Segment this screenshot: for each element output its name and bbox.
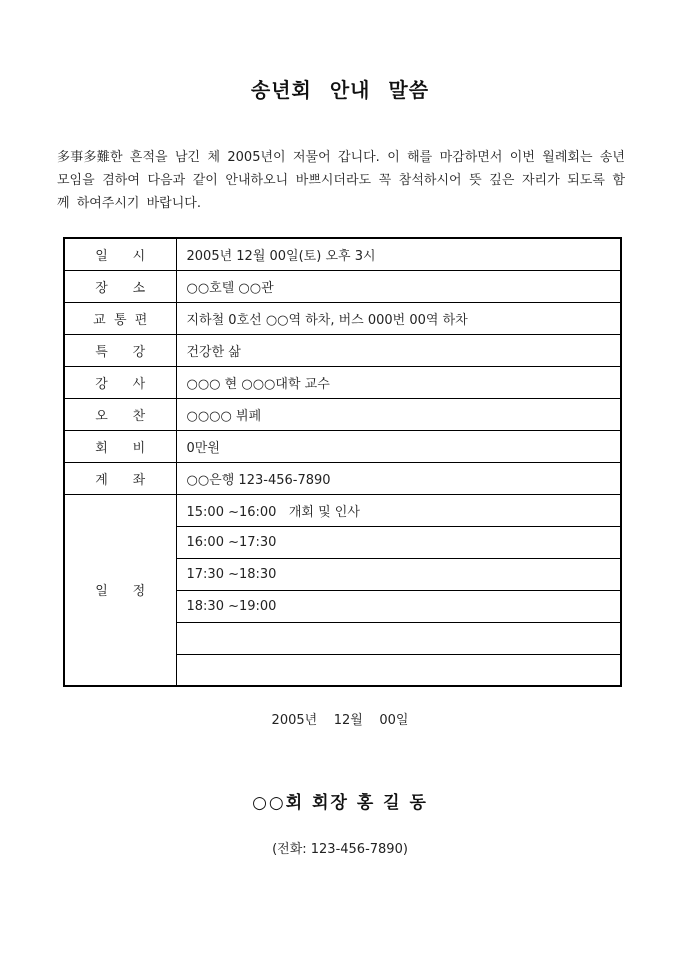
schedule-row [64, 494, 621, 526]
row-label: 일 시 [64, 238, 176, 270]
row-label: 장 소 [64, 270, 176, 302]
table-row [64, 334, 621, 366]
table-row [64, 462, 621, 494]
table-row [64, 398, 621, 430]
table-row [64, 238, 621, 270]
row-value: ○○호텔 ○○관 [176, 270, 621, 302]
row-label: 계 좌 [64, 462, 176, 494]
schedule-item: 17:30 ~18:30 [176, 558, 621, 590]
row-value: ○○○ 현 ○○○대학 교수 [176, 366, 621, 398]
schedule-label: 일 정 [64, 494, 176, 686]
table-row [64, 270, 621, 302]
row-label: 오 찬 [64, 398, 176, 430]
table-row [64, 430, 621, 462]
signature-line: ○○회 회장 홍 길 동 [252, 793, 428, 813]
row-label: 특 강 [64, 334, 176, 366]
schedule-item [176, 622, 621, 654]
schedule-item: 18:30 ~19:00 [176, 590, 621, 622]
row-label: 교 통 편 [64, 302, 176, 334]
row-value: 건강한 삶 [176, 334, 621, 366]
schedule-item: 16:00 ~17:30 [176, 526, 621, 558]
page-title: 송년회 안내 말씀 [250, 78, 430, 102]
info-table [63, 237, 622, 687]
phone-line: (전화: 123-456-7890) [272, 842, 408, 857]
row-value: 0만원 [176, 430, 621, 462]
date-line: 2005년 12월 00일 [271, 713, 409, 728]
table-row [64, 302, 621, 334]
schedule-item: 15:00 ~16:00 개회 및 인사 [176, 494, 621, 526]
table-row [64, 366, 621, 398]
row-label: 회 비 [64, 430, 176, 462]
row-label: 강 사 [64, 366, 176, 398]
row-value: ○○은행 123-456-7890 [176, 462, 621, 494]
row-value: 지하철 0호선 ○○역 하차, 버스 000번 00역 하차 [176, 302, 621, 334]
schedule-item [176, 654, 621, 686]
row-value: ○○○○ 뷔페 [176, 398, 621, 430]
intro-paragraph: 多事多難한 흔적을 남긴 체 2005년이 저물어 갑니다. 이 해를 마감하면서 이번 월례회는 송년모임을 겸하여 다음과 같이 안내하오니 바쁘시더라도 꼭 참석하시어 뜻 깊은 자리가 되도록 함께 하여주시기 바랍니다. [57, 150, 625, 211]
row-value: 2005년 12월 00일(토) 오후 3시 [176, 238, 621, 270]
